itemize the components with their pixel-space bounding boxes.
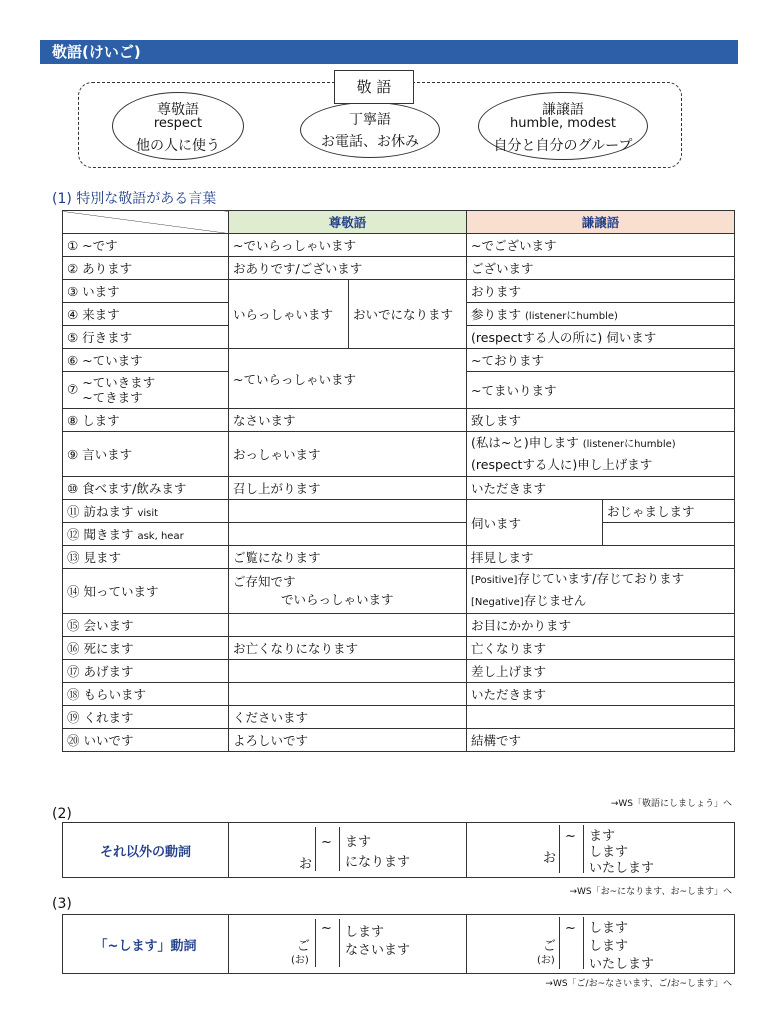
pattern-divider <box>339 919 340 967</box>
sonkeigo-ellipse <box>112 92 244 160</box>
kenjo-cell: ございます <box>467 257 735 280</box>
table-row <box>63 500 735 523</box>
sonkei-text: でいらっしゃいます <box>281 592 394 607</box>
verb-cell: ⑲ くれます <box>63 706 229 729</box>
section2-verb-label: それ以外の動詞 <box>63 823 229 878</box>
kenjo-cell: 致します <box>467 409 735 432</box>
header-sonkeigo: 尊敬語 <box>229 211 467 234</box>
pattern-divider <box>315 827 316 871</box>
teineigo-title: 丁寧語 <box>349 112 391 128</box>
verb-cell: ⑮ 会います <box>63 614 229 637</box>
teineigo-ellipse <box>300 102 440 158</box>
prefix-o: お <box>299 857 313 872</box>
table-row <box>63 523 735 546</box>
verb-cell: ⑥ ~ています <box>63 349 229 372</box>
verb-cell: ⑳ いいです <box>63 729 229 752</box>
kenjo-note: (listenerにhumble) <box>582 439 676 450</box>
suffix: なさいます <box>345 943 411 958</box>
verb-cell: ⑤ 行きます <box>63 326 229 349</box>
tilde: ~ <box>565 921 576 936</box>
kenjo-cell <box>467 432 735 477</box>
header-diagonal <box>63 211 229 234</box>
verb-cell: ④ 来ます <box>63 303 229 326</box>
verb-cell: ⑯ 死にます <box>63 637 229 660</box>
sonkei-cell <box>229 614 467 637</box>
table-row <box>63 706 735 729</box>
section3-kenjo-pattern <box>467 915 735 974</box>
kenjo-cell <box>467 569 735 614</box>
kenjo-cell: (respectする人の所に) 伺います <box>467 326 735 349</box>
sonkei-cell: なさいます <box>229 409 467 432</box>
verb-english: visit <box>137 508 159 519</box>
tilde: ~ <box>565 829 576 844</box>
sonkei-cell: 召し上がります <box>229 477 467 500</box>
sonkei-cell <box>229 523 467 546</box>
pattern-divider <box>583 917 584 969</box>
kenjo-tag: [Positive] <box>471 575 518 586</box>
kenjo-cell: 拝見します <box>467 546 735 569</box>
verb-number: ⑦ <box>67 381 79 397</box>
sonkeigo-example: 他の人に使う <box>136 138 220 154</box>
verb-text: ⑫ 聞きます <box>67 527 134 542</box>
verb-cell <box>63 500 229 523</box>
prefix-o: (お) <box>291 955 309 966</box>
table-row <box>63 477 735 500</box>
kenjo-cell: ~てまいります <box>467 372 735 409</box>
kenjo-text: (respectする人に)申し上げます <box>471 457 653 472</box>
kenjogo-title: 謙譲語 <box>542 102 584 118</box>
table-header-row <box>63 211 735 234</box>
table-row <box>63 637 735 660</box>
tilde: ~ <box>321 921 332 936</box>
kenjogo-example: 自分と自分のグループ <box>493 138 633 154</box>
table-row <box>63 432 735 477</box>
kenjo-cell: 差し上げます <box>467 660 735 683</box>
section2-table <box>62 822 735 878</box>
kenjogo-ellipse <box>478 92 648 160</box>
kenjo-cell <box>467 706 735 729</box>
sonkei-cell: ご覧になります <box>229 546 467 569</box>
verb-text: ~てきます <box>82 390 143 405</box>
verb-cell: ⑩ 食べます/飲みます <box>63 477 229 500</box>
kenjo-cell <box>467 303 735 326</box>
suffix: ます <box>345 835 372 850</box>
table-row <box>63 569 735 614</box>
prefix-go: ご <box>297 939 311 954</box>
pattern-divider <box>559 825 560 873</box>
sonkei-cell: いらっしゃいます <box>229 280 349 349</box>
suffix: します <box>345 925 385 940</box>
prefix-o: (お) <box>537 955 555 966</box>
verb-cell: ⑨ 言います <box>63 432 229 477</box>
suffix: ます <box>589 829 616 844</box>
table-row <box>63 729 735 752</box>
pattern-divider <box>315 919 316 967</box>
table-row <box>63 614 735 637</box>
worksheet-note-3: →WS「ご/お~なさいます、ご/お~します」へ <box>545 979 732 989</box>
kenjo-cell: 伺います <box>467 500 603 546</box>
verb-cell: ⑧ します <box>63 409 229 432</box>
section2-sonkei-pattern <box>229 823 467 878</box>
sonkei-cell: お亡くなりになります <box>229 637 467 660</box>
table-row <box>63 915 735 974</box>
sonkei-cell: おっしゃいます <box>229 432 467 477</box>
kenjo-cell: ~でございます <box>467 234 735 257</box>
section3-table <box>62 914 735 974</box>
prefix-o: お <box>543 851 557 866</box>
verb-cell: ② あります <box>63 257 229 280</box>
sonkei-cell <box>229 569 467 614</box>
table-row <box>63 349 735 372</box>
sonkei-cell <box>229 683 467 706</box>
table-row <box>63 546 735 569</box>
verb-cell <box>63 372 229 409</box>
sonkei-cell <box>229 500 467 523</box>
sonkei-cell <box>229 660 467 683</box>
sonkei-cell: ~でいらっしゃいます <box>229 234 467 257</box>
verb-cell: ⑰ あげます <box>63 660 229 683</box>
kenjo-cell: お目にかかります <box>467 614 735 637</box>
section3-verb-label: 「~します」動詞 <box>63 915 229 974</box>
table-row <box>63 280 735 303</box>
verb-cell: ① ~です <box>63 234 229 257</box>
worksheet-note-1: →WS「敬語にしましょう」へ <box>610 799 732 809</box>
kenjo-text: 参ります <box>471 307 522 322</box>
suffix: します <box>589 921 629 936</box>
table-row <box>63 409 735 432</box>
sonkei-cell: おありです/ございます <box>229 257 467 280</box>
worksheet-note-2: →WS「お~になります、お~します」へ <box>569 887 732 897</box>
kenjo-cell: ~ております <box>467 349 735 372</box>
section2-kenjo-pattern <box>467 823 735 878</box>
suffix: になります <box>345 855 411 870</box>
verb-cell: ⑭ 知っています <box>63 569 229 614</box>
sonkei-cell: よろしいです <box>229 729 467 752</box>
pattern-divider <box>583 825 584 873</box>
suffix: いたします <box>589 957 655 972</box>
kenjo-tag: [Negative] <box>471 597 524 608</box>
sonkeigo-sub: respect <box>153 116 203 131</box>
kenjo-cell: おります <box>467 280 735 303</box>
table-row <box>63 660 735 683</box>
suffix: します <box>589 845 629 860</box>
header-kenjogo: 謙譲語 <box>467 211 735 234</box>
kenjo-cell: 結構です <box>467 729 735 752</box>
kenjo-text: 存じません <box>523 593 587 608</box>
kenjo-cell: いただきます <box>467 477 735 500</box>
tilde: ~ <box>321 835 332 850</box>
kenjo-cell <box>603 523 735 546</box>
kenjogo-sub: humble, modest <box>509 116 616 131</box>
keigo-table <box>62 210 735 752</box>
sonkei-cell: くださいます <box>229 706 467 729</box>
kenjo-cell: おじゃまします <box>603 500 735 523</box>
suffix: します <box>589 939 629 954</box>
sonkei-cell: おいでになります <box>349 280 467 349</box>
prefix-go: ご <box>543 939 557 954</box>
section1-title: (1) 特別な敬語がある言葉 <box>52 191 217 207</box>
verb-text: ~ていきます <box>82 375 156 390</box>
kenjo-cell: 亡くなります <box>467 637 735 660</box>
keigo-center-box: 敬 語 <box>334 70 414 104</box>
table-row <box>63 257 735 280</box>
verb-text: ⑪ 訪ねます <box>67 504 134 519</box>
page-banner: 敬語(けいご) <box>40 40 738 64</box>
kenjo-cell: いただきます <box>467 683 735 706</box>
section2-label: (2) <box>52 806 72 822</box>
verb-english: ask, hear <box>137 531 184 542</box>
table-row <box>63 823 735 878</box>
table-row <box>63 683 735 706</box>
pattern-divider <box>339 827 340 871</box>
sonkeigo-title: 尊敬語 <box>157 102 199 118</box>
sonkei-cell: ~ていらっしゃいます <box>229 349 467 409</box>
suffix: いたします <box>589 861 655 876</box>
verb-cell <box>63 523 229 546</box>
section3-sonkei-pattern <box>229 915 467 974</box>
kenjo-note: (listenerにhumble) <box>525 311 618 322</box>
teineigo-example: お電話、お休み <box>321 134 419 150</box>
kenjo-text: 存じています/存じております <box>517 571 685 586</box>
section3-label: (3) <box>52 896 72 912</box>
sonkei-text: ご存知です <box>233 574 296 589</box>
verb-cell: ⑬ 見ます <box>63 546 229 569</box>
pattern-divider <box>559 917 560 969</box>
verb-cell: ⑱ もらいます <box>63 683 229 706</box>
kenjo-text: (私は~と)申します <box>471 435 579 450</box>
table-row <box>63 234 735 257</box>
verb-cell: ③ います <box>63 280 229 303</box>
